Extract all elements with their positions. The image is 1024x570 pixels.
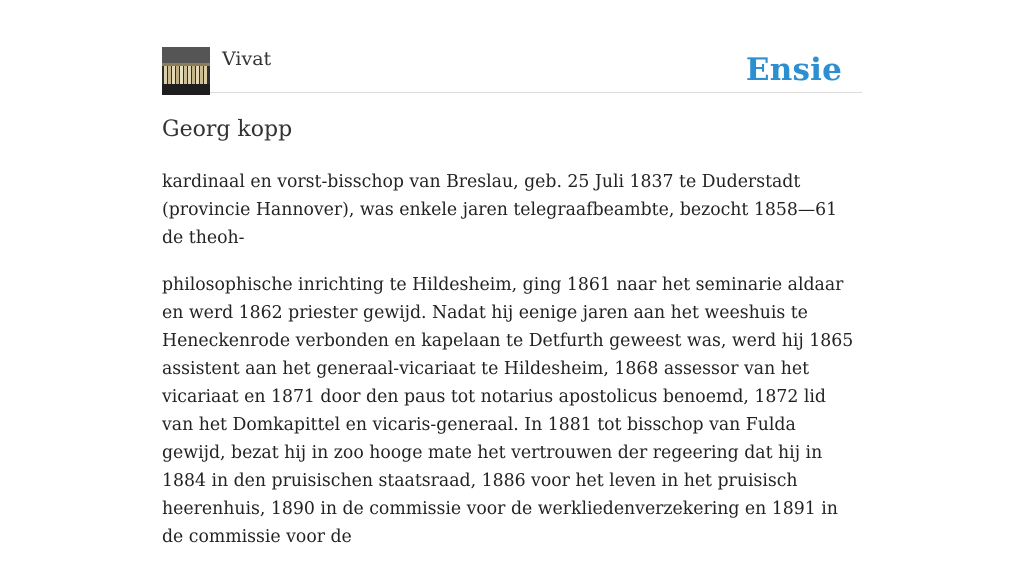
header <box>162 46 862 93</box>
library-books-avatar-icon <box>162 47 210 95</box>
article-paragraph-1: kardinaal en vorst-bisschop van Breslau, geb. 25 Juli 1837 te Duderstadt (provincie Hannover), was enkele jaren telegraafbeambte, bezocht 1858—61 de theoh- <box>162 172 838 248</box>
page-title: Georg kopp <box>162 117 293 142</box>
article-body <box>162 168 862 570</box>
author-name[interactable]: Vivat <box>222 48 272 70</box>
author-avatar[interactable] <box>162 47 210 95</box>
site-logo[interactable]: Ensie <box>745 52 842 88</box>
article-paragraph-2: philosophische inrichting te Hildesheim, ging 1861 naar het seminarie aldaar en werd 1862 priester gewijd. Nadat hij eenige jaren aan het weeshuis te Heneckenrode verbonden en kapelaan te Detfurth geweest was, werd hij 1865 assistent aan het generaal-vicariaat te Hildesheim, 1868 assessor van het vicariaat en 1871 door den paus tot notarius apostolicus benoemd, 1872 lid van het Domkapittel en vicaris-generaal. In 1881 tot bisschop van Fulda gewijd, bezat hij in zoo hooge mate het vertrouwen der regeering dat hij in 1884 in den pruisischen staatsraad, 1886 voor het leven in het pruisisch heerenhuis, 1890 in de commissie voor de werkliedenverzekering en 1891 in de commissie voor de <box>162 275 854 547</box>
